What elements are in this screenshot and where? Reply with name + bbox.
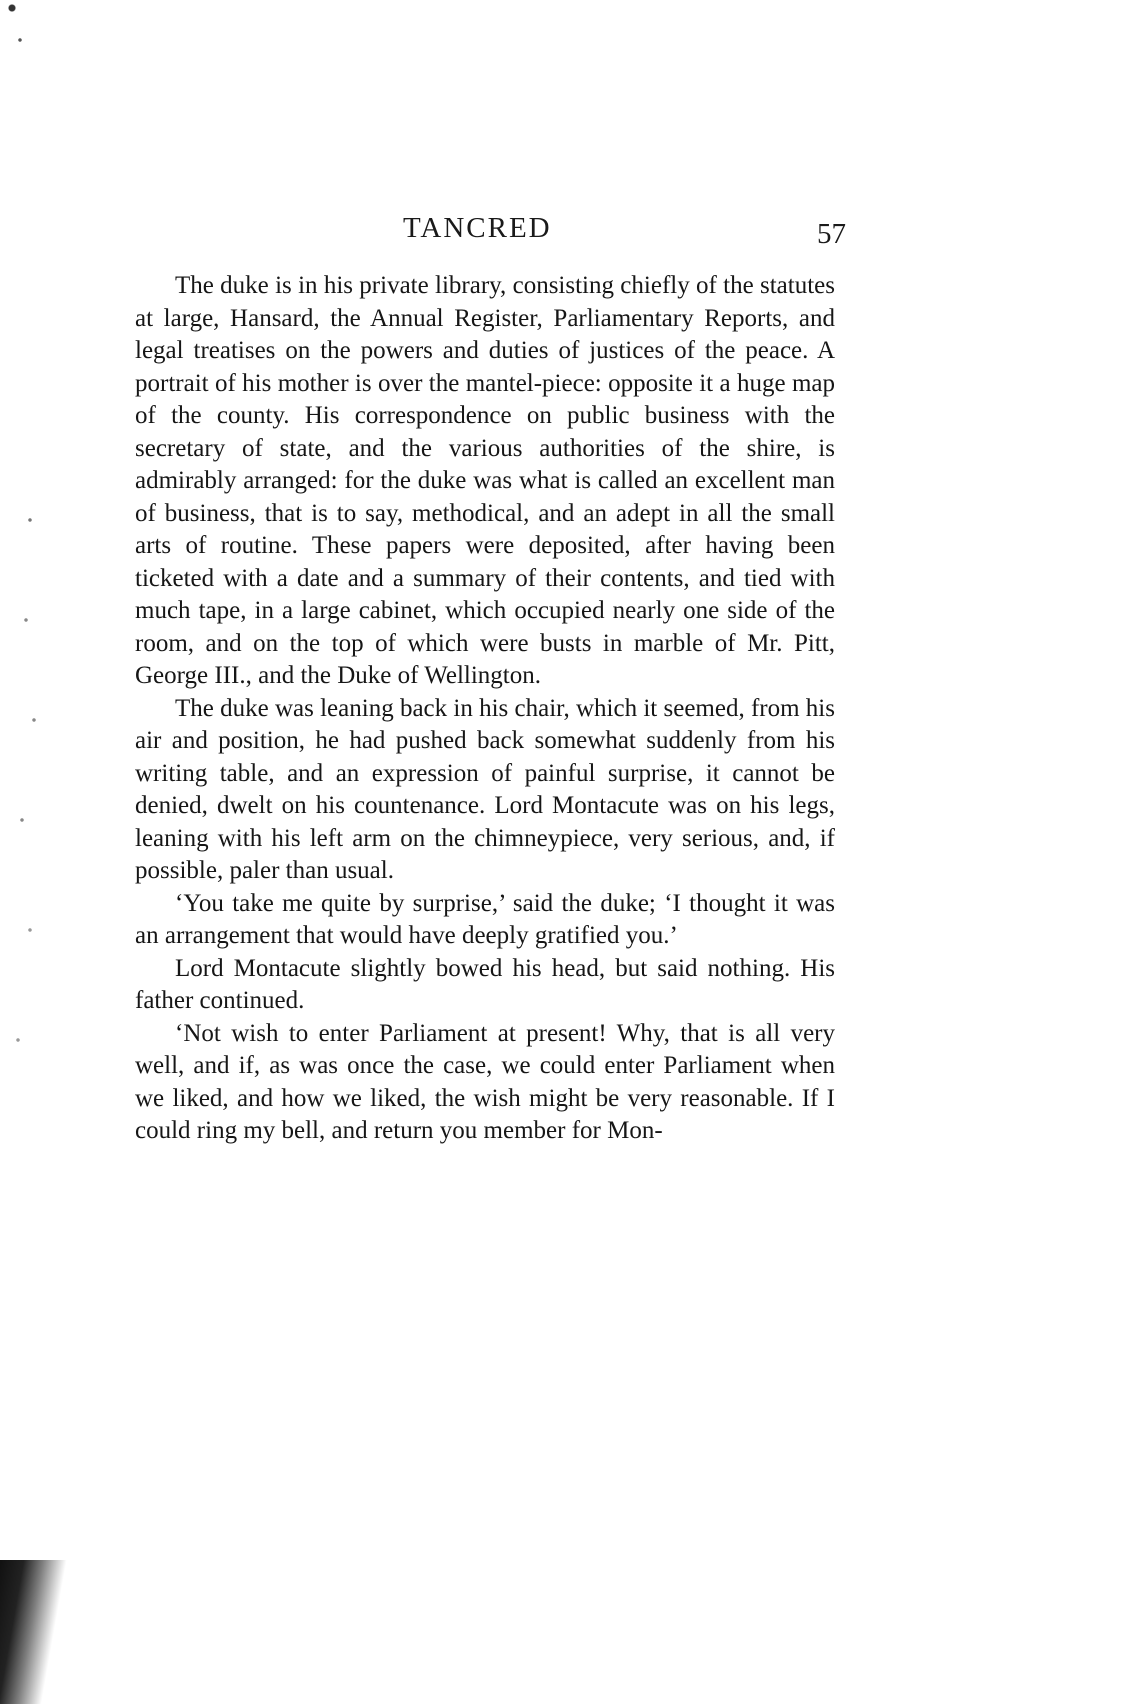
paragraph: The duke was leaning back in his chair, which it seemed, from his air and position, he had pushed back somewhat suddenly from his writing table, and an expression of painful surprise, it cannot be denied, dwelt on his countenance. Lord Montacute was on his legs, leaning with his left arm on the chimneypiece, very serious, and, if possible, paler than usual. [135, 694, 835, 884]
scan-edge-shadow [0, 0, 60, 1704]
running-header [135, 212, 846, 262]
paragraph: Lord Montacute slightly bowed his head, but said nothing. His father continued. [135, 954, 835, 1014]
running-title: TANCRED [403, 212, 552, 244]
paragraph: ‘You take me quite by surprise,’ said the duke; ‘I thought it was an arrangement that would have deeply gratified you.’ [135, 889, 835, 949]
paragraph: The duke is in his private library, consisting chiefly of the statutes at large, Hansard, the Annual Register, Parliamentary Reports, and legal treatises on the powers and duties of justices of the peace. A portrait of his mother is over the mantel-piece: opposite it a huge map of the county. His correspondence on public business with the secretary of state, and the various authorities of the shire, is admirably arranged: for the duke was what is called an excellent man of business, that is to say, methodical, and an adept in all the small arts of routine. These papers were deposited, after having been ticketed with a date and a summary of their contents, and tied with much tape, in a large cabinet, which occupied nearly one side of the room, and on the top of which were busts in marble of Mr. Pitt, George III., and the Duke of Wellington. [135, 272, 835, 689]
page-number: 57 [817, 218, 846, 250]
paragraph: ‘Not wish to enter Parliament at present! Why, that is all very well, and if, as was once the case, we could enter Parliament when we liked, and how we liked, the wish might be very reasonable. If I could ring my bell, and return you member for Mon- [135, 1019, 835, 1144]
scan-corner-shadow [0, 1560, 70, 1704]
body-text [135, 270, 835, 1148]
